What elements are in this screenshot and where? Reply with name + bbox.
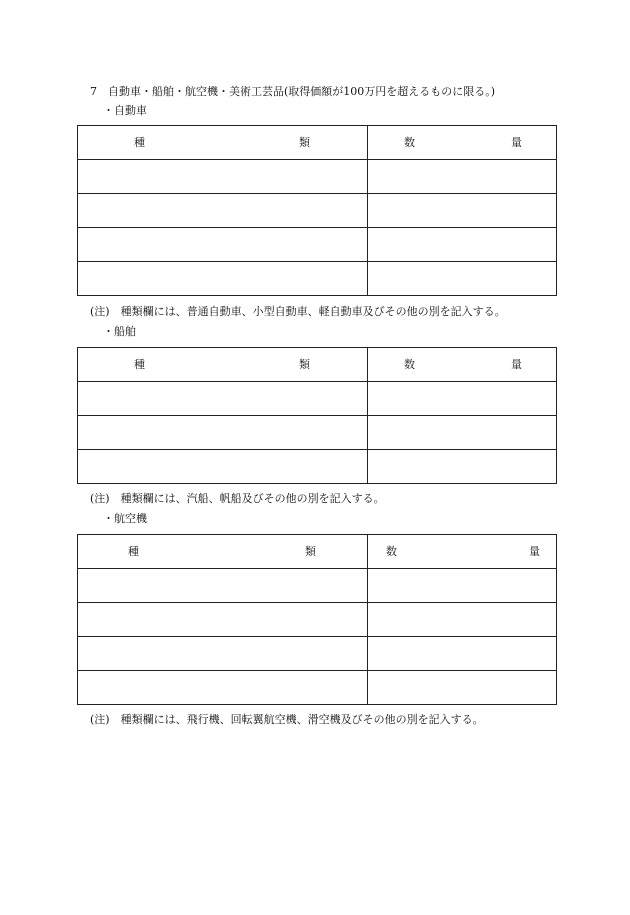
table-row <box>78 603 557 637</box>
note-cars: (注) 種類欄には、普通自動車、小型自動車、軽自動車及びその他の別を記入する。 <box>90 305 506 318</box>
quantity-cell[interactable] <box>368 262 557 296</box>
section-title-aircraft: ・航空機 <box>103 512 147 525</box>
type-cell[interactable] <box>78 671 368 705</box>
quantity-cell[interactable] <box>368 160 557 194</box>
table-row <box>78 262 557 296</box>
type-cell[interactable] <box>78 637 368 671</box>
table-row <box>78 569 557 603</box>
table-row <box>78 382 557 416</box>
quantity-header-char-1: 数 <box>404 358 415 371</box>
quantity-header <box>368 348 557 382</box>
type-cell[interactable] <box>78 603 368 637</box>
table-header-row <box>78 535 557 569</box>
type-cell[interactable] <box>78 228 368 262</box>
type-cell[interactable] <box>78 194 368 228</box>
quantity-header <box>368 535 557 569</box>
table-row <box>78 228 557 262</box>
quantity-cell[interactable] <box>368 382 557 416</box>
table-row <box>78 637 557 671</box>
quantity-cell[interactable] <box>368 569 557 603</box>
table-row <box>78 671 557 705</box>
type-cell[interactable] <box>78 569 368 603</box>
quantity-cell[interactable] <box>368 416 557 450</box>
quantity-header <box>368 126 557 160</box>
type-cell[interactable] <box>78 450 368 484</box>
quantity-cell[interactable] <box>368 637 557 671</box>
aircraft-table <box>77 534 557 705</box>
quantity-cell[interactable] <box>368 671 557 705</box>
note-ships: (注) 種類欄には、汽船、帆船及びその他の別を記入する。 <box>90 492 385 505</box>
type-header-char-1: 種 <box>134 358 145 371</box>
type-header-char-2: 類 <box>299 358 310 371</box>
table-row <box>78 450 557 484</box>
quantity-header-char-1: 数 <box>386 545 397 558</box>
quantity-cell[interactable] <box>368 603 557 637</box>
table-header-row <box>78 348 557 382</box>
quantity-header-char-2: 量 <box>511 136 522 149</box>
type-header <box>78 126 368 160</box>
type-cell[interactable] <box>78 262 368 296</box>
type-cell[interactable] <box>78 382 368 416</box>
quantity-cell[interactable] <box>368 450 557 484</box>
quantity-header-char-2: 量 <box>529 545 540 558</box>
section-heading: 7 自動車・船舶・航空機・美術工芸品(取得価額が100万円を超えるものに限る。) <box>90 85 496 98</box>
type-cell[interactable] <box>78 416 368 450</box>
quantity-header-char-2: 量 <box>511 358 522 371</box>
type-header-char-2: 類 <box>299 136 310 149</box>
quantity-cell[interactable] <box>368 194 557 228</box>
type-header-char-1: 種 <box>128 545 139 558</box>
table-row <box>78 416 557 450</box>
type-header <box>78 348 368 382</box>
type-header-char-1: 種 <box>134 136 145 149</box>
type-header-char-2: 類 <box>305 545 316 558</box>
table-header-row <box>78 126 557 160</box>
table-row <box>78 194 557 228</box>
type-header <box>78 535 368 569</box>
quantity-header-char-1: 数 <box>404 136 415 149</box>
type-cell[interactable] <box>78 160 368 194</box>
table-row <box>78 160 557 194</box>
section-title-cars: ・自動車 <box>103 104 147 117</box>
note-aircraft: (注) 種類欄には、飛行機、回転翼航空機、滑空機及びその他の別を記入する。 <box>90 713 484 726</box>
cars-table <box>77 125 557 296</box>
section-title-ships: ・船舶 <box>103 325 136 338</box>
ships-table <box>77 347 557 484</box>
quantity-cell[interactable] <box>368 228 557 262</box>
